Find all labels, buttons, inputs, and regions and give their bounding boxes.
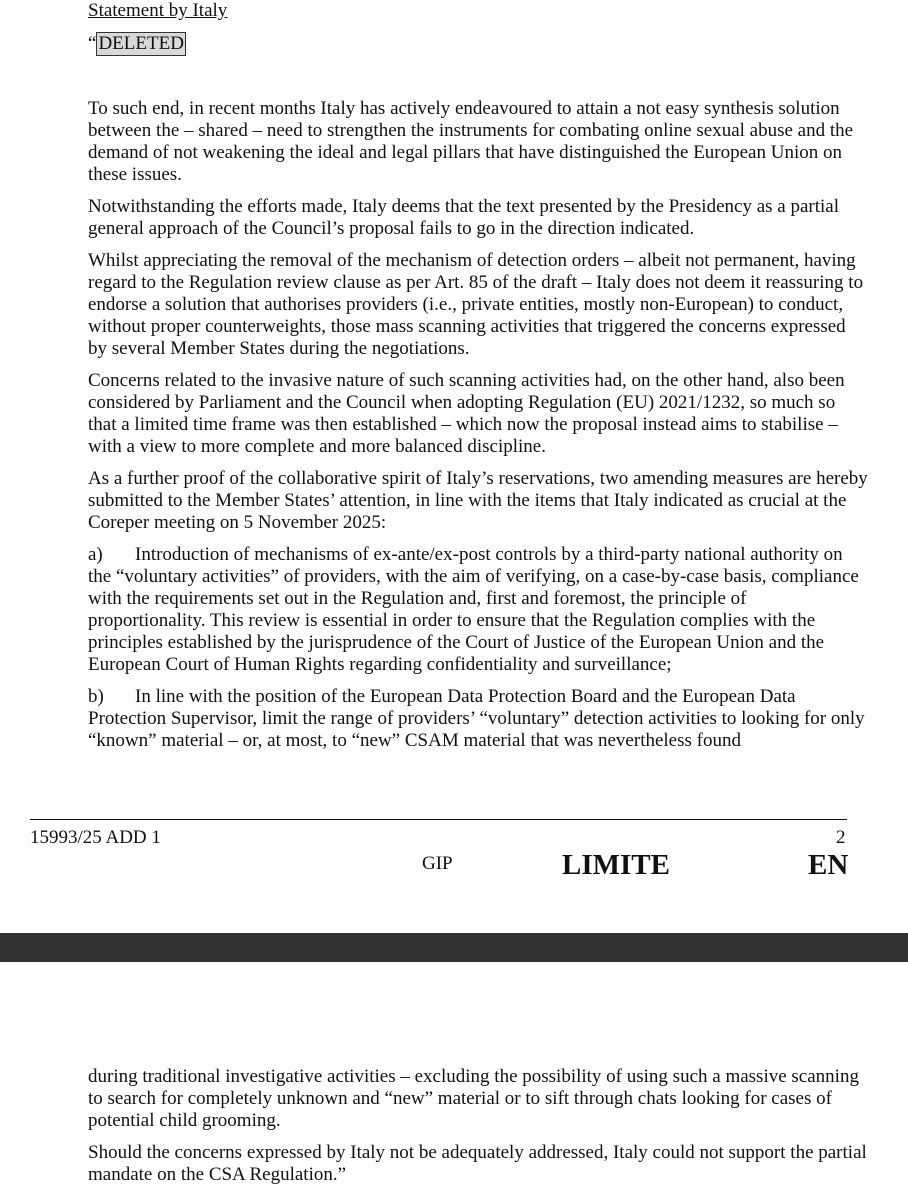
- footer-divider: [30, 819, 847, 820]
- statement-heading: Statement by Italy: [88, 0, 228, 21]
- deleted-line: [88, 32, 186, 56]
- document-reference: 15993/25 ADD 1: [30, 827, 161, 848]
- department-code: GIP: [422, 853, 453, 874]
- page-number: 2: [836, 827, 846, 848]
- paragraph: during traditional investigative activities – excluding the possibility of using such a massive scanning to search for completely unknown and “new” material or to sift through chats looking for cases of potential child grooming.: [88, 1066, 859, 1131]
- page-separator: [0, 933, 908, 962]
- classification-label: LIMITE: [562, 849, 670, 881]
- deleted-redaction-marker: DELETED: [98, 33, 184, 54]
- list-item-text: In line with the position of the European Data Protection Board and the European Data Protection Supervisor, limit the range of providers’ “voluntary” detection activities to looking for only “known” material – or, at most, to “new” CSAM material that was nevertheless found: [88, 686, 865, 751]
- paragraph: Concerns related to the invasive nature of such scanning activities had, on the other hand, also been considered by Parliament and the Council when adopting Regulation (EU) 2021/1232, so much so that a limited time frame was then established – which now the proposal instead aims to stabilise – with a view to more complete and more balanced discipline.: [88, 370, 845, 457]
- opening-quote: “: [88, 33, 97, 54]
- paragraph: Should the concerns expressed by Italy not be adequately addressed, Italy could not support the partial mandate on the CSA Regulation.”: [88, 1142, 867, 1185]
- statement-body-continued: [88, 1066, 868, 1196]
- list-item-b: [88, 686, 868, 752]
- statement-body: [88, 98, 868, 762]
- list-item-text: Introduction of mechanisms of ex-ante/ex-post controls by a third-party national authority on the “voluntary activities” of providers, with the aim of verifying, on a case-by-case basis, compliance with the requirements set out in the Regulation and, first and foremost, the principle of proportionality. This review is essential in order to ensure that the Regulation complies with the principles established by the jurisprudence of the Court of Justice of the European Union and the European Court of Human Rights regarding confidentiality and surveillance;: [88, 544, 859, 675]
- language-code: EN: [808, 849, 849, 881]
- list-item-letter: a): [88, 544, 103, 565]
- paragraph: As a further proof of the collaborative spirit of Italy’s reservations, two amending measures are hereby submitted to the Member States’ attention, in line with the items that Italy indicated as crucial at the Coreper meeting on 5 November 2025:: [88, 468, 868, 533]
- document-page-2: [0, 962, 908, 1200]
- paragraph: Notwithstanding the efforts made, Italy deems that the text presented by the Presidency as a partial general approach of the Council’s proposal fails to go in the direction indicated.: [88, 196, 839, 239]
- list-item-a: [88, 544, 868, 676]
- paragraph: To such end, in recent months Italy has actively endeavoured to attain a not easy synthesis solution between the – shared – need to strengthen the instruments for combating online sexual abuse and the demand of not weakening the ideal and legal pillars that have distinguished the European Union on these issues.: [88, 98, 854, 185]
- paragraph: Whilst appreciating the removal of the mechanism of detection orders – albeit not permanent, having regard to the Regulation review clause as per Art. 85 of the draft – Italy does not deem it reassuring to endorse a solution that authorises providers (i.e., private entities, mostly non-European) to conduct, without proper counterweights, those mass scanning activities that triggered the concerns expressed by several Member States during the negotiations.: [88, 250, 864, 359]
- list-item-letter: b): [88, 686, 104, 707]
